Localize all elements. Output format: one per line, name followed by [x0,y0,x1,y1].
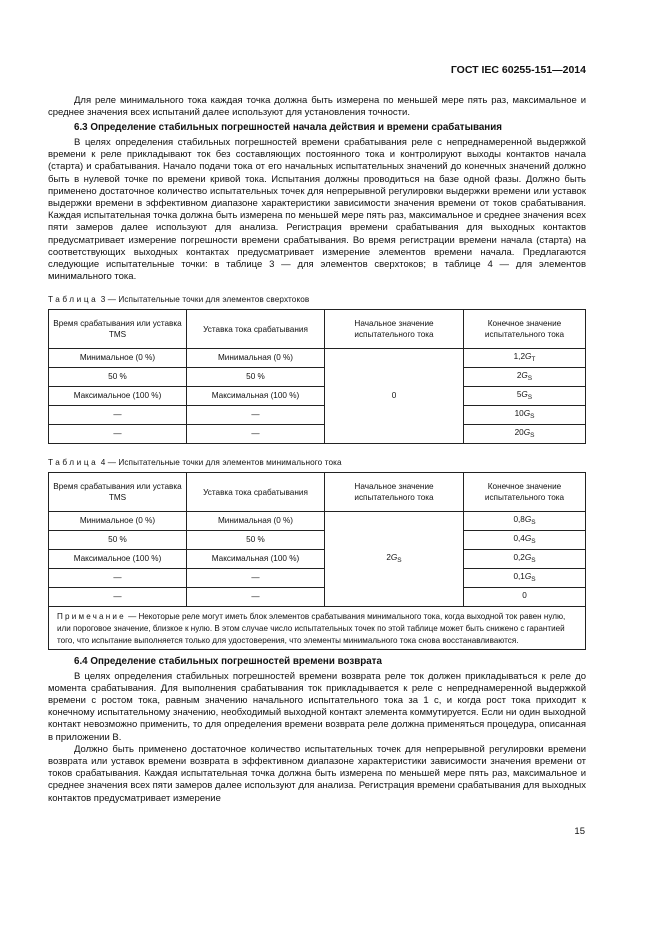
table-row [49,512,586,531]
table-row [49,588,586,607]
table-header-row [49,473,586,512]
table-cell: $0,4G_S$ [464,531,586,550]
header-cell: Начальное значение испытательного тока [325,473,464,512]
table-row [49,569,586,588]
table-row [49,425,586,444]
page-content [48,95,586,805]
table-cell: — [187,406,325,425]
table-cell: $5G_S$ [464,387,586,406]
table-cell: $20G_S$ [464,425,586,444]
table-3-caption: Таблица 3 — Испытательные точки для элементов сверхтоков [48,295,310,305]
table-cell: $0,2G_S$ [464,550,586,569]
table-cell: Максимальная (100 %) [187,387,325,406]
header-cell: Время срабатывания или уставка TMS [49,473,187,512]
header-cell: Уставка тока срабатывания [187,310,325,349]
table-row [49,387,586,406]
table-row [49,368,586,387]
table-row [49,349,586,368]
header-cell: Конечное значение испытательного тока [464,473,586,512]
table-cell: 50 % [49,531,187,550]
table-row [49,531,586,550]
table-4 [48,472,586,650]
page-number: 15 [574,826,585,837]
section-6-3-paragraph: В целях определения стабильных погрешностей времени срабатывания реле с непреднамеренной выдержкой времени к реле прикладывают ток без составляющих постоянного тока и контролируют выходы контактов начала (старта) и срабатывания. Начало подачи тока от его начальных испытательных значений до конечных значений должно быть в нулевой точке по времени кривой тока. Испытания должны проводиться на базе одной фазы. Должно быть применено достаточное количество испытательных точек для непрерывной регулировки выдержки времени или уставок выдержки времени в эффективном диапазоне характеристики зависимости значения времени от токов срабатывания. Каждая испытательная точка должна быть измерена по меньшей мере пять раз, максимальное и среднее значения всех пяти замеров далее используют для анализа. Регистрация времени срабатывания для выходных контактов предусматривает измерение погрешности времени срабатывания. Во время регистрации времени начала (старта) на соответствующих выходных контактах предусматривает измерение элементов времени начала. Предлагаются следующие испытательные точки: в таблице 3 — для элементов сверхтоков; в таблице 4 — для элементов минимального тока. [48,136,586,283]
section-6-4-paragraph-2: Должно быть применено достаточное количество испытательных точек для непрерывной регулировки времени возврата или уставок времени возврата в эффективном диапазоне характеристики зависимости значения времени от токов срабатывания. Каждая испытательная точка должна быть измерена по меньшей мере пять раз, максимальное и среднее значения всех пяти замеров далее используют для анализа. Регистрация времени срабатывания для выходных контактов предусматривает измерение [48,743,586,804]
table-cell: 50 % [49,368,187,387]
table-cell: $2G_S$ [464,368,586,387]
document-header: ГОСТ IEC 60255-151—2014 [450,64,586,76]
table-3 [48,309,586,444]
table-cell: $0,8G_S$ [464,512,586,531]
table-cell: — [187,569,325,588]
table-cell: Минимальная (0 %) [187,349,325,368]
table-note-row [49,607,586,650]
table-cell: — [187,425,325,444]
table-cell: — [49,406,187,425]
table-row [49,550,586,569]
header-cell: Уставка тока срабатывания [187,473,325,512]
table-cell: Максимальное (100 %) [49,387,187,406]
header-cell: Конечное значение испытательного тока [464,310,586,349]
header-cell: Время срабатывания или уставка TMS [49,310,187,349]
table-cell: Максимальная (100 %) [187,550,325,569]
table-cell: 0 [464,588,586,607]
initial-value-cell: $2G_S$ [325,512,464,607]
table-cell: 50 % [187,531,325,550]
table-cell: $10G_S$ [464,406,586,425]
table-header-row [49,310,586,349]
header-cell: Начальное значение испытательного тока [325,310,464,349]
section-6-4-paragraph-1: В целях определения стабильных погрешностей времени возврата реле ток должен прикладываться к реле до момента срабатывания. Для выполнения срабатывания ток прикладывается к реле с непреднамеренной выдержкой времени с ростом тока, равным значению начального испытательного тока за 1 с, и когда рост тока приходит к конечному испытательному значению, необходимый выходной контакт элемента коммутируется. Если ни один выходной контакт невозможно применить, то для определения времени возврата реле должна применяться процедура, описанная в приложении В. [48,670,586,743]
initial-value-cell: 0 [325,349,464,444]
table-cell: — [187,588,325,607]
table-cell: Минимальное (0 %) [49,349,187,368]
table-cell: Максимальное (100 %) [49,550,187,569]
table-cell: — [49,425,187,444]
table-4-caption: Таблица 4 — Испытательные точки для элементов минимального тока [48,458,342,468]
table-cell: $1,2G_T$ [464,349,586,368]
table-note: Примечание — Некоторые реле могут иметь блок элементов срабатывания минимального тока, когда выходной ток равен нулю, или пороговое значение, близкое к нулю. В этом случае число испытательных точек по этой таблице может быть снижено с гарантией того, что испытание выполняется только для удостоверения, что элементы минимального тока снова восстанавливаются. [49,607,586,650]
table-cell: Минимальное (0 %) [49,512,187,531]
table-row [49,406,586,425]
table-cell: $0,1G_S$ [464,569,586,588]
section-6-4-heading: 6.4 Определение стабильных погрешностей времени возврата [74,656,382,668]
section-6-3-heading: 6.3 Определение стабильных погрешностей начала действия и времени срабатывания [74,122,502,134]
intro-paragraph: Для реле минимального тока каждая точка должна быть измерена по меньшей мере пять раз, максимальное и среднее значения всех испытаний далее используют для установления точности. [48,95,586,119]
table-cell: — [49,588,187,607]
table-cell: Минимальная (0 %) [187,512,325,531]
table-cell: 50 % [187,368,325,387]
table-cell: — [49,569,187,588]
